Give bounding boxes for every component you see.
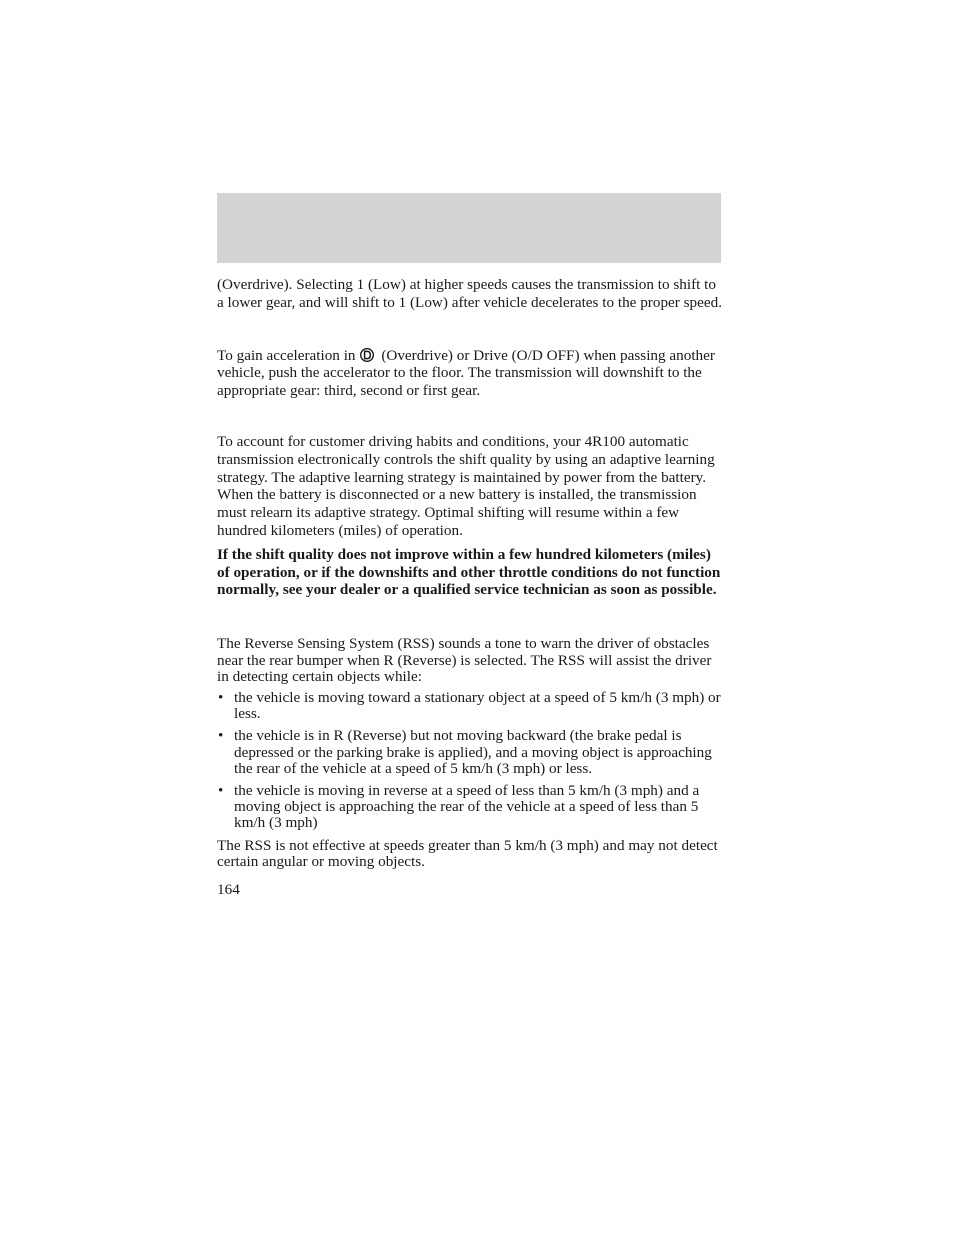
section-header-band bbox=[217, 193, 721, 263]
paragraph-rss-limitation: The RSS is not effective at speeds greater than 5 km/h (3 mph) and may not detect certain angular or moving objects. bbox=[217, 836, 718, 871]
paragraph-passing-acceleration bbox=[217, 347, 723, 400]
paragraph-adaptive-learning: To account for customer driving habits and conditions, your 4R100 automatic transmission electronically controls the shift quality by using an adaptive learning strategy. The adaptive learning strategy is maintained by power from the battery. When the battery is disconnected or a new battery is installed, the transmission must relearn its adaptive strategy. Optimal shifting will resume within a few hundred kilometers (miles) of operation. bbox=[217, 432, 715, 539]
page-number: 164 bbox=[217, 880, 240, 898]
paragraph-passing-text-after: (Overdrive) or Drive (O/D OFF) when passing another vehicle, push the accelerator to the floor. The transmission will downshift to the appropriate gear: third, second or first gear. bbox=[217, 346, 715, 400]
list-item-text: the vehicle is in R (Reverse) but not moving backward (the brake pedal is depressed or the parking brake is applied), and a moving object is approaching the rear of the vehicle at a speed of 5 km/h (3 mph) or less. bbox=[234, 727, 712, 777]
page-content bbox=[217, 276, 723, 899]
rss-conditions-list bbox=[217, 690, 723, 832]
bullet-dot: • bbox=[218, 727, 224, 745]
list-item bbox=[217, 783, 723, 832]
overdrive-d-circle-icon bbox=[360, 348, 374, 362]
bullet-dot: • bbox=[218, 781, 224, 799]
list-item-text: the vehicle is moving toward a stationary object at a speed of 5 km/h (3 mph) or less. bbox=[234, 688, 721, 723]
paragraph-passing-text-before: To gain acceleration in bbox=[217, 346, 356, 364]
paragraph-shift-quality-warning: If the shift quality does not improve within a few hundred kilometers (miles) of operation, or if the downshifts and other throttle conditions do not function normally, see your dealer or a qualified service technician as soon as possible. bbox=[217, 545, 721, 599]
bullet-dot: • bbox=[218, 688, 224, 706]
paragraph-overdrive-low: (Overdrive). Selecting 1 (Low) at higher speeds causes the transmission to shift to a lower gear, and will shift to 1 (Low) after vehicle decelerates to the proper speed. bbox=[217, 276, 723, 311]
paragraph-rss-intro: The Reverse Sensing System (RSS) sounds a tone to warn the driver of obstacles near the rear bumper when R (Reverse) is selected. The RSS will assist the driver in detecting certain objects while: bbox=[217, 635, 712, 686]
list-item bbox=[217, 690, 723, 722]
list-item-text: the vehicle is moving in reverse at a speed of less than 5 km/h (3 mph) and a moving object is approaching the rear of the vehicle at a speed of less than 5 km/h (3 mph) bbox=[234, 781, 700, 832]
list-item bbox=[217, 728, 723, 777]
